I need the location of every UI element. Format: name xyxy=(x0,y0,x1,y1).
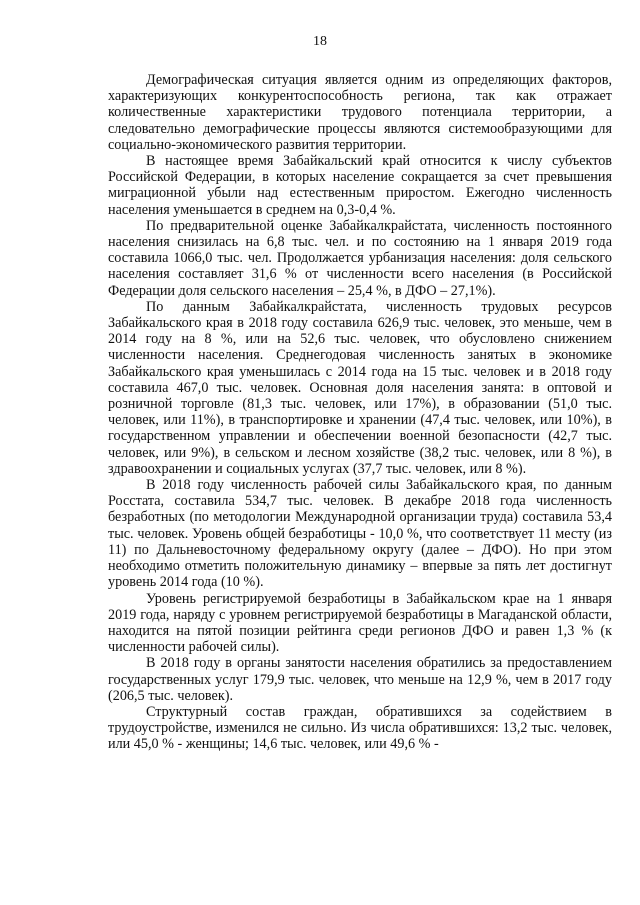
paragraph-structural-composition: Структурный состав граждан, обратившихся за содействием в трудоустройстве, изменился не сильно. Из числа обратившихся: 13,2 тыс. человек, или 45,0 % - женщины; 14,6 тыс. человек, или 49,6 % - xyxy=(108,703,612,753)
paragraph-demographic-situation: Демографическая ситуация является одним из определяющих факторов, характеризующих конкурентоспособность региона, так как отражает количественные характеристики трудового потенциала территории, а следовательно демографические процессы являются системообразующими для социально-экономического развития территории. xyxy=(108,72,612,153)
paragraph-population-decline: В настоящее время Забайкальский край относится к числу субъектов Российской Федерации, в которых население сокращается за счет превышения миграционной убыли над естественным приростом. Ежегодно численность населения уменьшается в среднем на 0,3-0,4 %. xyxy=(108,153,612,218)
paragraph-labor-force-unemployment: В 2018 году численность рабочей силы Забайкальского края, по данным Росстата, составила 534,7 тыс. человек. В декабре 2018 года численность безработных (по методологии Международной организации труда) составила 53,4 тыс. человек. Уровень общей безработицы - 10,0 %, что соответствует 11 месту (из 11) по Дальневосточному федеральному округу (далее – ДФО). Но при этом необходимо отметить положительную динамику – впервые за пять лет достигнут уровень 2014 года (10 %). xyxy=(108,477,612,591)
document-body xyxy=(108,72,612,753)
paragraph-labor-resources: По данным Забайкалкрайстата, численность трудовых ресурсов Забайкальского края в 2018 году составила 626,9 тыс. человек, это меньше, чем в 2014 году на 8 %, или на 52,6 тыс. человек, что обусловлено снижением численности населения. Среднегодовая численность занятых в экономике Забайкальского края уменьшилась с 2014 года на 15 тыс. человек и в 2018 году составила 467,0 тыс. человек. Основная доля населения занята: в оптовой и розничной торговле (81,3 тыс. человек, или 17%), в образовании (51,0 тыс. человек, или 11%), в транспортировке и хранении (47,4 тыс. человек, или 10%), в государственном управлении и обеспечении военной безопасности (42,7 тыс. человек, или 9%), в сельском и лесном хозяйстве (38,2 тыс. человек, или 8 %), в здравоохранении и социальных услугах (37,7 тыс. человек, или 8 %). xyxy=(108,298,612,477)
paragraph-registered-unemployment: Уровень регистрируемой безработицы в Забайкальском крае на 1 января 2019 года, наряду с уровнем регистрируемой безработицы в Магаданской области, находится на пятой позиции рейтинга среди регионов ДФО и равен 1,3 % (к численности рабочей силы). xyxy=(108,590,612,656)
paragraph-population-estimate: По предварительной оценке Забайкалкрайстата, численность постоянного населения снизилась на 6,8 тыс. чел. и по состоянию на 1 января 2019 года составила 1066,0 тыс. чел. Продолжается урбанизация населения: доля сельского населения составляет 31,6 % от численности всего населения (в Российской Федерации доля сельского населения – 25,4 %, в ДФО – 27,1%). xyxy=(108,217,612,299)
page-number: 18 xyxy=(313,34,327,49)
paragraph-employment-services: В 2018 году в органы занятости населения обратились за предоставлением государственных услуг 179,9 тыс. человек, что меньше на 12,9 %, чем в 2017 году (206,5 тыс. человек). xyxy=(108,655,612,704)
